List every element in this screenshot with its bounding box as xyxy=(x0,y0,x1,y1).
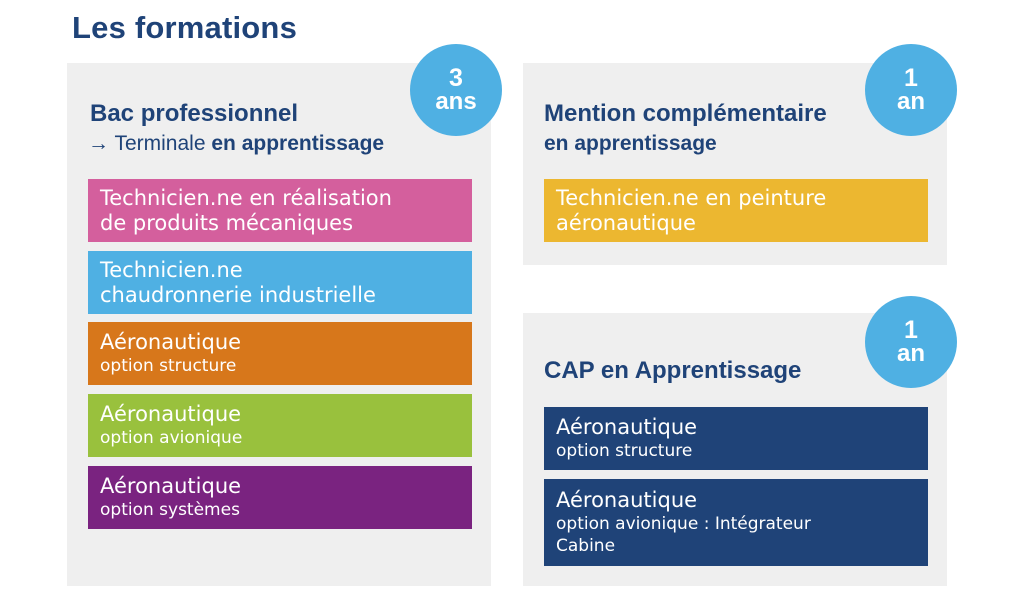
cap-title: CAP en Apprentissage xyxy=(544,357,802,384)
mention-subtitle xyxy=(544,131,717,157)
item-line: option avionique xyxy=(100,428,243,448)
item-line: Technicien.ne xyxy=(100,257,243,282)
arrow-right-icon: → xyxy=(88,132,109,155)
item-line: aéronautique xyxy=(556,210,696,235)
item-line: option avionique : Intégrateur xyxy=(556,514,811,534)
duration-number: 1 xyxy=(904,316,918,344)
item-line: Technicien.ne en réalisation xyxy=(100,185,392,210)
duration-number: 1 xyxy=(904,64,918,92)
item-line: de produits mécaniques xyxy=(100,210,354,235)
duration-badge-cap xyxy=(865,296,957,388)
item-line: Aéronautique xyxy=(556,488,698,512)
item-line: option structure xyxy=(100,356,237,376)
item-line: Aéronautique xyxy=(100,330,242,354)
item-line: option structure xyxy=(556,441,693,461)
duration-badge-bac xyxy=(410,44,502,136)
mention-title: Mention complémentaire xyxy=(544,100,827,127)
duration-badge-mention xyxy=(865,44,957,136)
formation-item-purple[interactable] xyxy=(88,466,472,529)
duration-unit: an xyxy=(896,88,925,115)
item-line: option systèmes xyxy=(100,500,240,520)
subtitle-light: Terminale xyxy=(114,132,206,155)
bac-pro-title: Bac professionnel xyxy=(90,100,299,127)
formation-item-orange[interactable] xyxy=(88,322,472,385)
subtitle-bold: en apprentissage xyxy=(544,132,717,155)
item-line: chaudronnerie industrielle xyxy=(100,282,376,307)
page-title: Les formations xyxy=(72,10,298,45)
formation-item-green[interactable] xyxy=(88,394,472,457)
duration-unit: an xyxy=(896,340,925,367)
formation-item-pink[interactable] xyxy=(88,179,472,242)
item-line: Aéronautique xyxy=(100,474,242,498)
duration-unit: ans xyxy=(435,88,477,115)
formation-item-navy[interactable] xyxy=(544,407,928,470)
item-line: Aéronautique xyxy=(556,415,698,439)
formation-item-navy[interactable] xyxy=(544,479,928,566)
item-line: Aéronautique xyxy=(100,402,242,426)
subtitle-bold: en apprentissage xyxy=(211,132,385,155)
bac-pro-subtitle xyxy=(88,131,384,157)
item-line: Technicien.ne en peinture xyxy=(556,185,827,210)
formation-item-blue[interactable] xyxy=(88,251,472,314)
item-line: Cabine xyxy=(556,536,616,556)
duration-number: 3 xyxy=(449,64,463,92)
formation-item-yellow[interactable] xyxy=(544,179,928,242)
